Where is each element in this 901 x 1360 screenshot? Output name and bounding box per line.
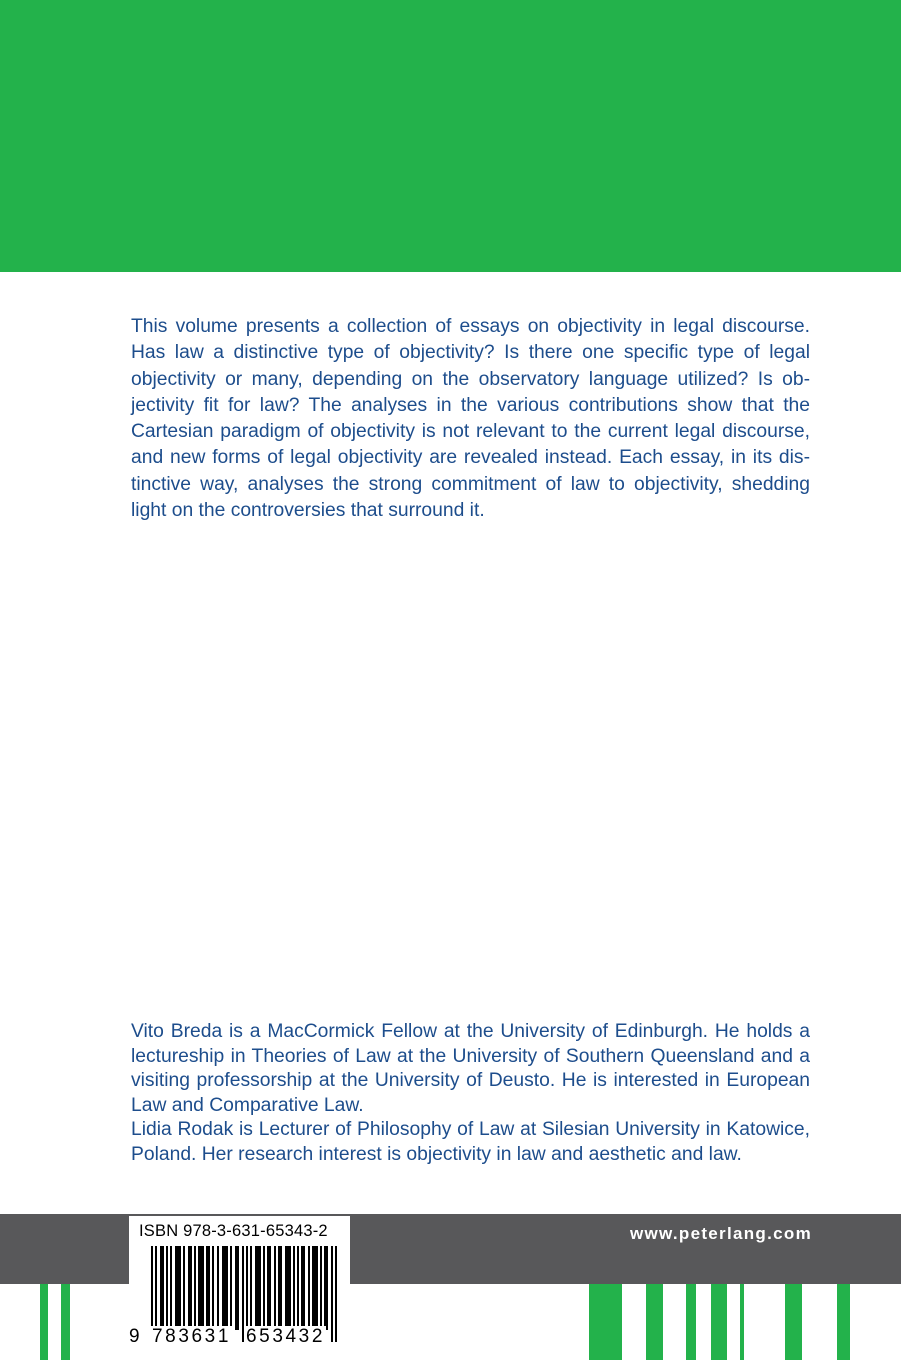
top-color-band [0,0,901,272]
isbn-barcode [129,1216,350,1360]
editor-bio-lidia-rodak: Lidia Rodak is Lecturer of Philosophy of Law at Silesian University in Katowice, Poland. Her research interest is objectivity in law and aesthetic and law. [131,1119,810,1165]
ean-digits-left: 783631 [152,1326,232,1347]
book-description: This volume presents a collection of essays on objectivity in legal discourse. Has law a distinctive type of objectivity? Is there one specific type of legal objectivity or many, depending on the observatory language utilized? Is objectivity fit for law? The analyses in the various contributions show that the Cartesian paradigm of objectivity is not relevant to the current legal discourse, and new forms of legal objectivity are revealed instead. Each essay, in its distinctive way, analyses the strong commitment of law to objectivity, shedding light on the controversies that surround it. [131,316,810,522]
decorative-stripe [589,1284,622,1360]
decorative-stripe [61,1284,70,1360]
decorative-stripe [40,1284,48,1360]
decorative-stripe [785,1284,802,1360]
editor-bio-vito-breda: Vito Breda is a MacCormick Fellow at the University of Edinburgh. He holds a lectureship in Theories of Law at the University of Southern Queensland and a visiting professorship at the University of Deusto. He is interested in European Law and Comparative Law. [131,1021,810,1116]
decorative-stripe [740,1284,744,1360]
decorative-stripe [711,1284,727,1360]
publisher-website: www.peterlang.com [629,1224,812,1243]
decorative-stripe [686,1284,696,1360]
editor-bios [131,1020,810,1167]
ean-digit-prefix: 9 [129,1326,140,1347]
decorative-stripe [646,1284,663,1360]
ean-digits-right: 653432 [246,1326,326,1347]
decorative-stripe [837,1284,850,1360]
isbn-label: ISBN 978-3-631-65343-2 [139,1222,328,1240]
